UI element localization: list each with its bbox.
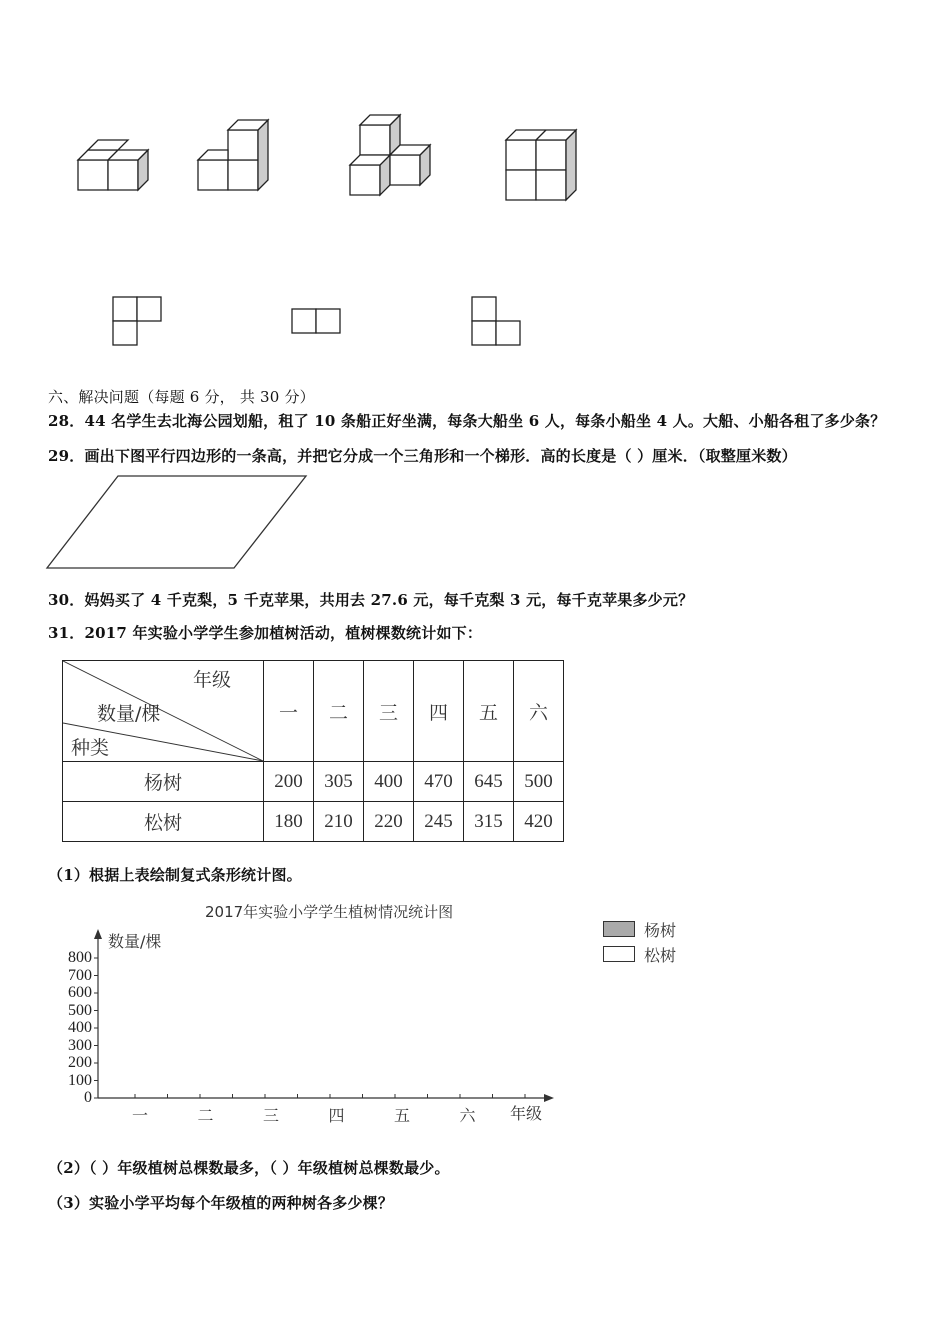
x-category-label: 一 [132,1106,149,1125]
header-grade: 年级 [193,669,232,691]
y-tick-label: 400 [68,1019,92,1036]
subquestion-1: （1）根据上表绘制复式条形统计图。 [48,866,302,884]
parallelogram [44,472,310,572]
table-header-diagonal [63,661,264,762]
header-kind: 种类 [71,737,110,759]
table-cell: 245 [414,802,464,842]
legend-label-pine: 松树 [644,946,677,965]
subquestion-2: （2）（ ）年级植树总棵数最多，（ ）年级植树总棵数最少。 [48,1159,450,1177]
grade-header: 一 [264,661,314,762]
x-category-label: 三 [263,1106,280,1125]
section-heading: 六、解决问题（每题 6 分， 共 30 分） [48,388,315,406]
y-tick-label: 500 [68,1001,92,1019]
question-29: 29．画出下图平行四边形的一条高，并把它分成一个三角形和一个梯形．高的长度是（ ）厘米．（取整厘米数） [48,447,797,465]
cube-figure-2 [198,120,268,190]
table-cell: 315 [464,802,514,842]
header-count: 数量/棵 [97,703,161,725]
chart-title: 2017年实验小学学生植树情况统计图 [205,903,454,921]
table-cell: 470 [414,762,464,802]
table-cell: 400 [364,762,414,802]
x-category-label: 二 [197,1106,214,1125]
x-axis-arrow [544,1094,554,1102]
bar-chart [50,925,570,1135]
subquestion-3: （3）实验小学平均每个年级植的两种树各多少棵？ [48,1194,394,1212]
table-row [63,762,564,802]
question-30: 30．妈妈买了 4 千克梨，5 千克苹果，共用去 27.6 元，每千克梨 3 元，每千克苹果多少元？ [48,591,694,609]
y-tick-label: 300 [68,1036,92,1054]
table-cell: 210 [314,802,364,842]
table-cell: 180 [264,802,314,842]
row-label: 松树 [63,802,264,842]
table-cell: 500 [514,762,564,802]
grade-header: 五 [464,661,514,762]
table-cell: 305 [314,762,364,802]
grade-header: 六 [514,661,564,762]
y-axis-label: 数量/棵 [108,932,162,951]
view-figure-1 [113,297,161,345]
table-cell: 200 [264,762,314,802]
cube-figures [60,100,620,360]
y-axis-arrow [94,929,102,939]
question-28: 28．44 名学生去北海公园划船，租了 10 条船正好坐满，每条大船坐 6 人，每条小船坐 4 人。大船、小船各租了多少条？ [48,412,886,430]
grade-header: 二 [314,661,364,762]
y-tick-label: 200 [68,1054,92,1071]
x-category-label: 五 [394,1106,411,1125]
x-axis-label: 年级 [510,1104,543,1123]
grade-header: 四 [414,661,464,762]
cube-figure-3 [350,115,430,195]
question-31: 31．2017 年实验小学学生参加植树活动，植树棵数统计如下： [48,624,483,642]
legend-swatch-pine [603,946,635,962]
table-cell: 645 [464,762,514,802]
table-row [63,802,564,842]
legend-swatch-poplar [603,921,635,937]
y-tick-label: 800 [68,949,92,966]
legend-label-poplar: 杨树 [644,921,677,940]
x-category-label: 四 [328,1106,345,1125]
tree-table [62,660,564,842]
y-tick-label: 700 [68,966,92,984]
row-label: 杨树 [63,762,264,802]
x-category-label: 六 [459,1106,476,1125]
cube-figure-4 [506,130,576,200]
y-tick-label: 100 [68,1071,92,1089]
table-cell: 220 [364,802,414,842]
y-tick-label: 0 [84,1089,92,1106]
table-cell: 420 [514,802,564,842]
view-figure-2 [292,309,340,333]
grade-header: 三 [364,661,414,762]
cube-figure-1 [78,140,148,190]
view-figure-3 [472,297,520,345]
y-tick-label: 600 [68,984,92,1001]
